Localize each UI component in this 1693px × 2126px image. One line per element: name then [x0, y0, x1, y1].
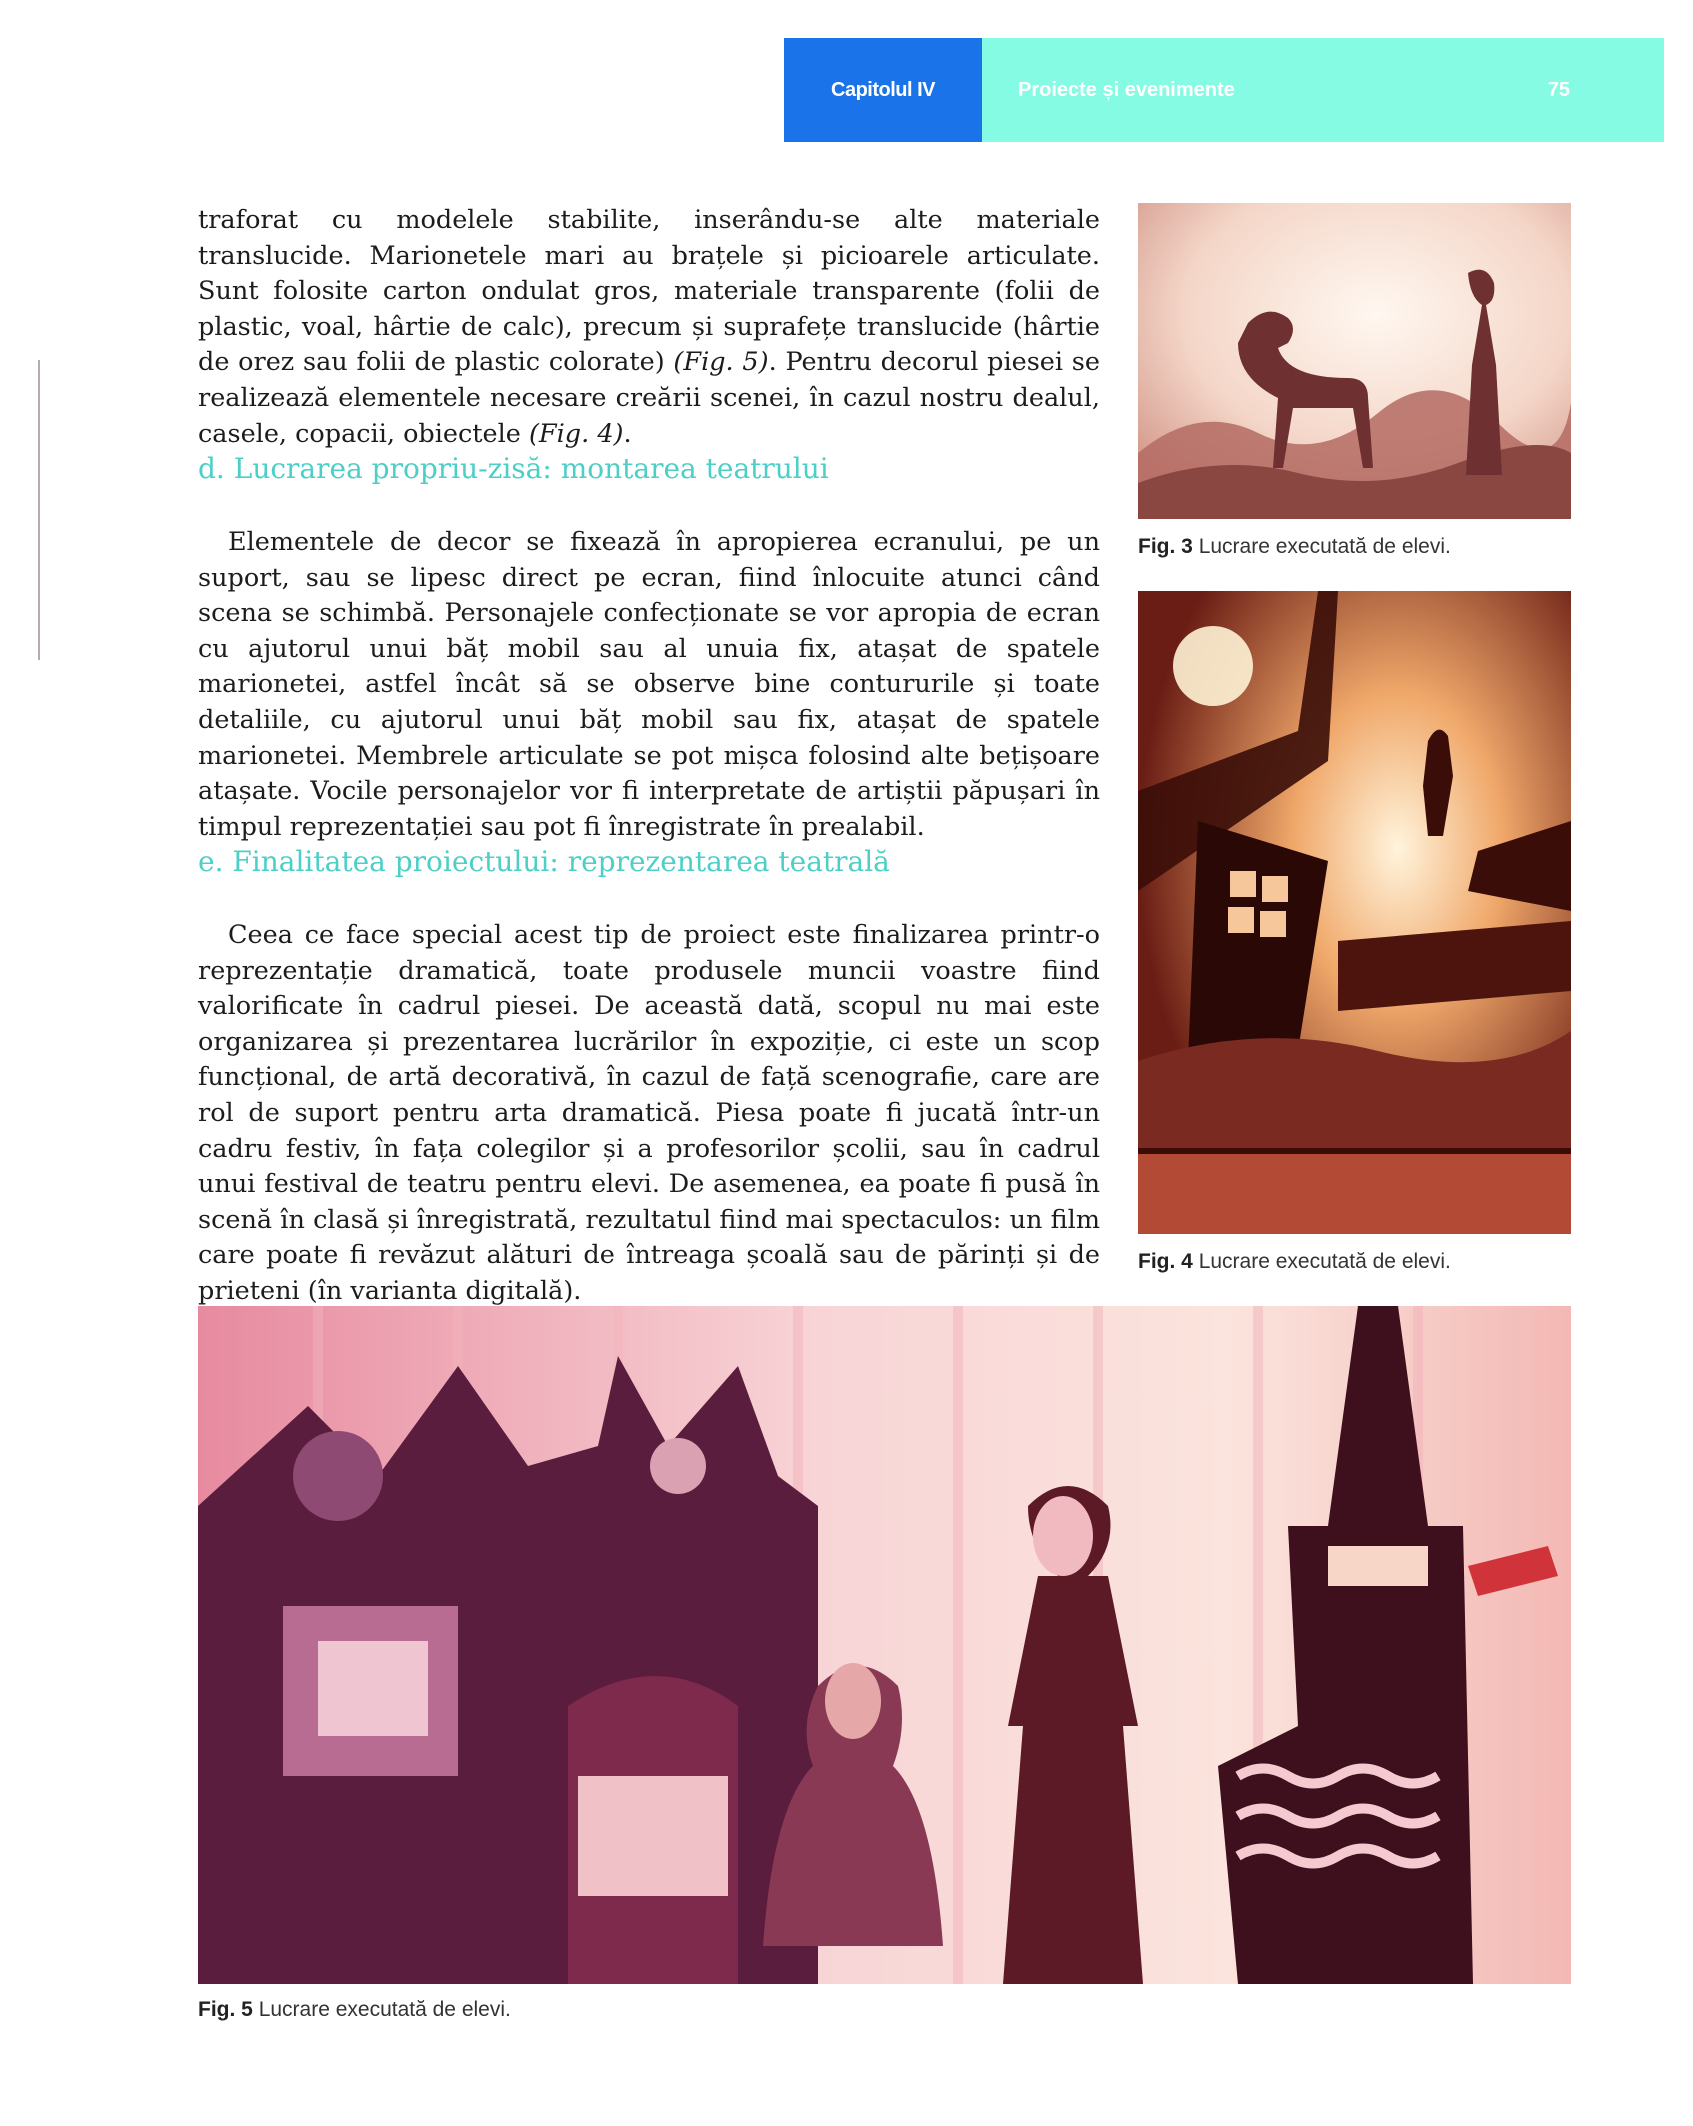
fig4-caption	[1138, 1250, 1451, 1274]
intro-text-3: .	[623, 418, 632, 449]
fig4-reference: (Fig. 4)	[528, 418, 624, 449]
fig4-text: Lucrare executată de elevi.	[1198, 1250, 1451, 1273]
section-title: Proiecte și evenimente	[1018, 79, 1235, 101]
header-band	[982, 38, 1664, 142]
intro-text-2: . Pentru decorul piesei se realizează elementele necesare creării scenei, în cazul nostru dealul, casele, copacii, obiectele	[198, 347, 1100, 449]
section-e-body	[198, 918, 1100, 1310]
fig5-caption	[198, 1998, 511, 2022]
section-e-heading: e. Finalitatea proiectului: reprezentarea teatrală	[198, 845, 890, 878]
fig5-reference: (Fig. 5)	[673, 347, 769, 378]
margin-line	[38, 360, 40, 660]
section-d-heading: d. Lucrarea propriu-zisă: montarea teatrului	[198, 452, 829, 485]
fig3-image	[1138, 203, 1571, 519]
fig4-image	[1138, 591, 1571, 1234]
intro-paragraph	[198, 203, 1100, 452]
chapter-label: Capitolul IV	[831, 78, 935, 101]
fig5-image	[198, 1306, 1571, 1984]
chapter-tab	[784, 38, 982, 142]
fig3-label: Fig. 3	[1138, 535, 1193, 558]
page-number: 75	[1547, 79, 1570, 101]
fig5-label: Fig. 5	[198, 1998, 253, 2021]
fig3-caption	[1138, 535, 1451, 559]
section-d-body	[198, 525, 1100, 845]
section-e-paragraph: Ceea ce face special acest tip de proiect este finalizarea printr-o reprezentație dramatică, toate produsele muncii voastre fiind valorificate în cadrul piesei. De această dată, scopul nu mai este organizarea și prezentarea lucrărilor în expoziție, ci este un scop funcțional, de artă decorativă, în cazul de față scenografie, care are rol de suport pentru arta dramatică. Piesa poate fi jucată într-un cadru festiv, în fața colegilor și a profesorilor școlii, sau în cadrul unui festival de teatru pentru elevi. De asemenea, ea poate fi pusă în scenă în clasă și înregistrată, rezultatul fiind mai spectaculos: un film care poate fi revăzut alături de întreaga școală sau de părinți și de prieteni (în varianta digitală).	[198, 920, 1100, 1306]
fig5-text: Lucrare executată de elevi.	[258, 1998, 511, 2021]
fig4-label: Fig. 4	[1138, 1250, 1193, 1273]
intro-text-1: traforat cu modelele stabilite, inserându-se alte materiale translucide. Marionetele mari au brațele și picioarele articulate. Sunt folosite carton ondulat gros, materiale transparente (folii de plastic, voal, hârtie de calc), precum și suprafețe translucide (hârtie de orez sau folii de plastic colorate)	[198, 205, 1100, 378]
fig3-text: Lucrare executată de elevi.	[1198, 535, 1451, 558]
section-d-paragraph: Elementele de decor se fixează în apropierea ecranului, pe un suport, sau se lipesc direct pe ecran, fiind înlocuite atunci când scena se schimbă. Personajele confecționate se vor apropia de ecran cu ajutorul unui băț mobil sau al unuia fix, atașat de spatele marionetei, astfel încât să se observe bine contururile și toate detaliile, cu ajutorul unui băț mobil sau fix, atașat de spatele marionetei. Membrele articulate se pot mișca folosind alte bețișoare atașate. Vocile personajelor vor fi interpretate de artiștii păpușari în timpul reprezentației sau pot fi înregistrate în prealabil.	[198, 527, 1100, 842]
